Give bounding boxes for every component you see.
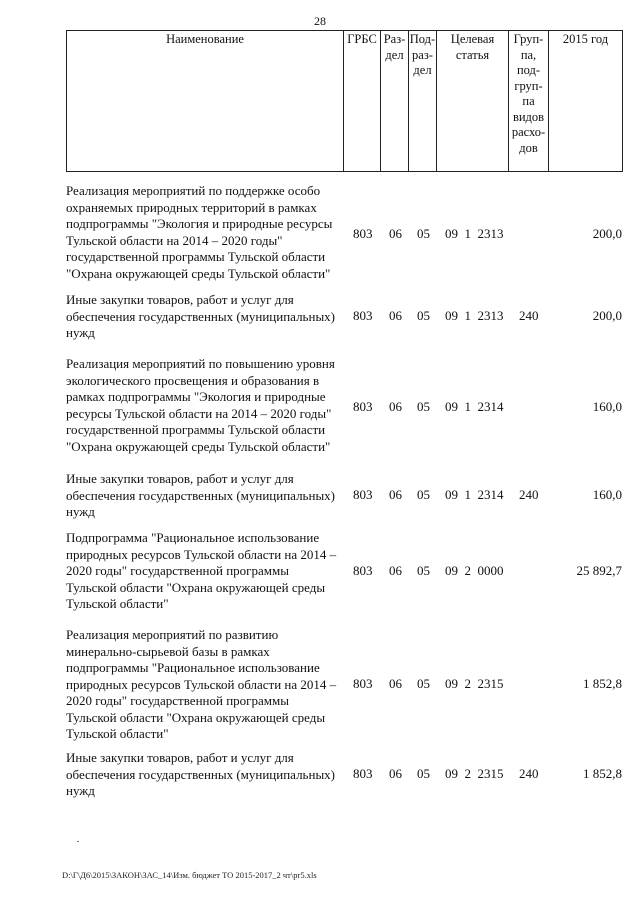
header-name: Наименование (67, 31, 344, 171)
row-podrazdel: 05 (417, 563, 430, 578)
row-target: 09 2 2315 (445, 676, 504, 691)
row-amount: 200,0 (592, 226, 622, 241)
file-path-footer: D:\Г\Д6\2015\ЗАКОН\ЗАС_14\Изм. бюджет ТО 2015-2017_2 чт\pr5.xls (62, 870, 317, 880)
row-target: 09 1 2313 (445, 226, 504, 241)
row-name: Реализация мероприятий по поддержке особо охраняемых природных территорий в рамках подпрограммы "Экология и природные ресурсы Тульской области на 2014 – 2020 годы" государственной программы Тульской области "Охрана окружающей среды Тульской области" (66, 183, 333, 281)
row-razdel: 06 (389, 399, 402, 414)
row-amount: 25 892,7 (576, 563, 622, 578)
row-grbs: 803 (353, 766, 373, 781)
row-podrazdel: 05 (417, 399, 430, 414)
row-grbs: 803 (353, 487, 373, 502)
row-razdel: 06 (389, 676, 402, 691)
row-amount: 160,0 (592, 487, 622, 502)
row-razdel: 06 (389, 487, 402, 502)
row-name: Иные закупки товаров, работ и услуг для обеспечения государственных (муниципальных) нужд (66, 750, 336, 798)
row-razdel: 06 (389, 308, 402, 323)
page-number: 28 (314, 14, 326, 28)
row-podrazdel: 05 (417, 676, 430, 691)
header-target: Целевая статья (437, 31, 509, 171)
row-grbs: 803 (353, 226, 373, 241)
header-year: 2015 год (562, 32, 609, 46)
row-podrazdel: 05 (417, 766, 430, 781)
row-group: 240 (519, 308, 539, 323)
row-target: 09 2 2315 (445, 766, 504, 781)
header-grbs: ГРБС (344, 31, 381, 171)
row-podrazdel: 05 (417, 487, 430, 502)
row-amount: 200,0 (592, 308, 622, 323)
row-grbs: 803 (353, 399, 373, 414)
header-podrazdel: Под- раз- дел (409, 31, 437, 171)
scan-speck (77, 841, 79, 842)
row-razdel: 06 (389, 766, 402, 781)
row-name: Иные закупки товаров, работ и услуг для обеспечения государственных (муниципальных) нужд (66, 471, 336, 519)
row-amount: 1 852,8 (583, 766, 622, 781)
row-podrazdel: 05 (417, 308, 430, 323)
row-podrazdel: 05 (417, 226, 430, 241)
row-name: Реализация мероприятий по развитию минерально-сырьевой базы в рамках подпрограммы "Рациональное использование природных ресурсов Тульской области на 2014 – 2020 годы" государственной программы Тульской области "Охрана окружающей среды Тульской области" (66, 627, 337, 741)
row-grbs: 803 (353, 676, 373, 691)
row-target: 09 1 2314 (445, 487, 504, 502)
row-group: 240 (519, 766, 539, 781)
row-amount: 1 852,8 (583, 676, 622, 691)
row-name: Реализация мероприятий по повышению уровня экологического просвещения и образования в рамках подпрограммы "Экология и природные ресурсы Тульской области на 2014 – 2020 годы" государственной программы Тульской области "Охрана окружающей среды Тульской области" (66, 356, 335, 454)
row-target: 09 1 2313 (445, 308, 504, 323)
row-amount: 160,0 (592, 399, 622, 414)
row-grbs: 803 (353, 563, 373, 578)
row-group: 240 (519, 487, 539, 502)
row-name: Подпрограмма "Рациональное использование природных ресурсов Тульской области на 2014 – 2020 годы" государственной программы Тульской области "Охрана окружающей среды Тульской области" (66, 530, 337, 611)
row-razdel: 06 (389, 226, 402, 241)
row-target: 09 1 2314 (445, 399, 504, 414)
header-razdel: Раз- дел (381, 31, 409, 171)
header-group: Груп- па, под- груп- па видов расхо- дов (509, 31, 549, 171)
row-razdel: 06 (389, 563, 402, 578)
row-name: Иные закупки товаров, работ и услуг для обеспечения государственных (муниципальных) нужд (66, 292, 336, 340)
row-target: 09 2 0000 (445, 563, 504, 578)
row-grbs: 803 (353, 308, 373, 323)
